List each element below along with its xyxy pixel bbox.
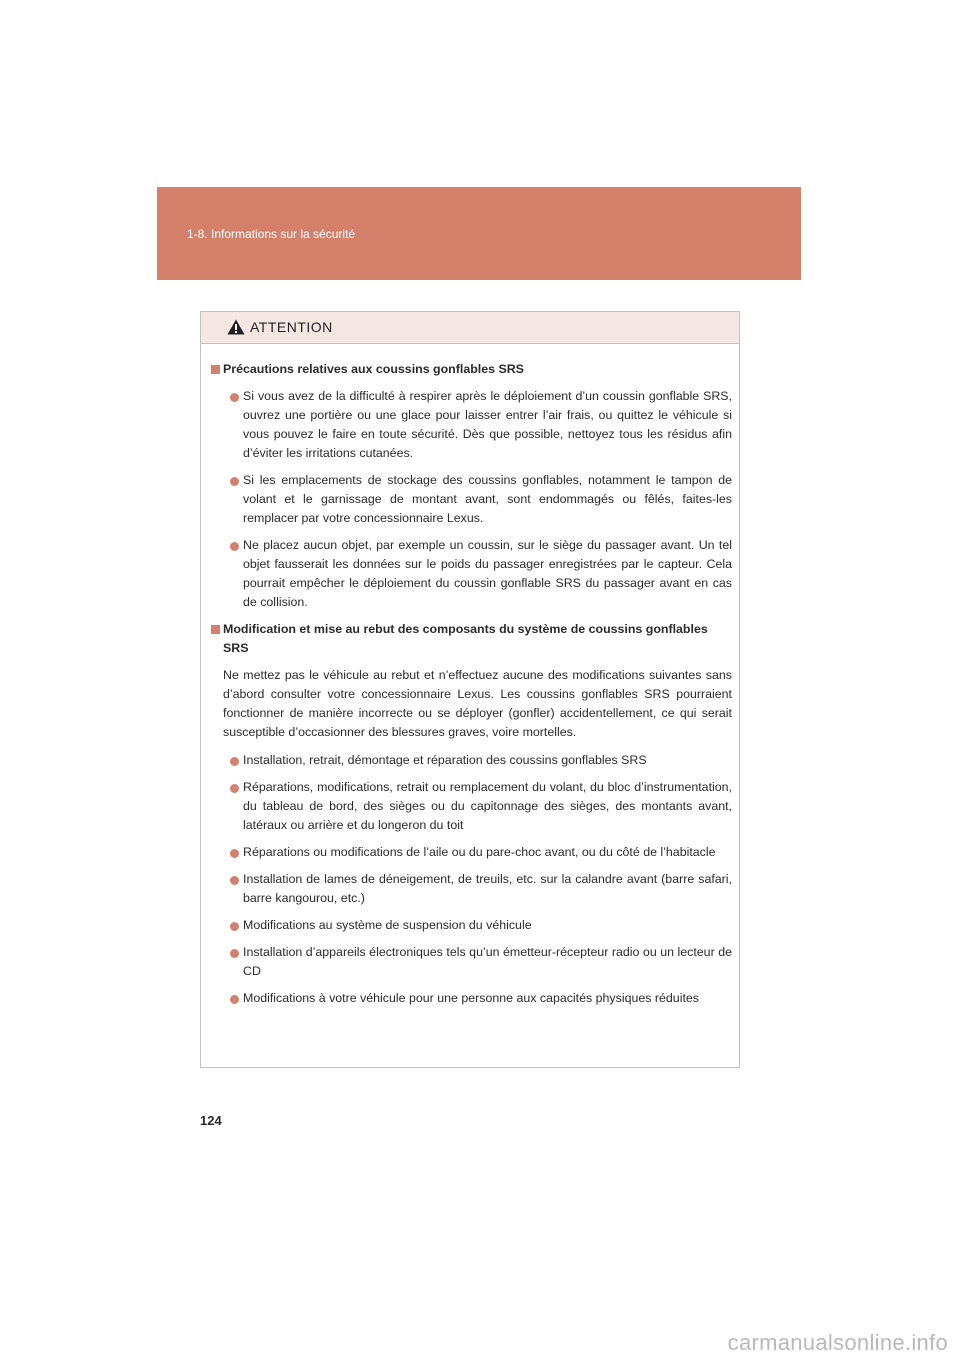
round-bullet-icon	[230, 393, 239, 402]
round-bullet-icon	[230, 995, 239, 1004]
list-item: Modifications à votre véhicule pour une personne aux capacités physiques réduites	[211, 989, 732, 1008]
round-bullet-icon	[230, 922, 239, 931]
attention-header	[201, 312, 739, 344]
list-item: Installation d’appareils électroniques tels qu’un émetteur-récepteur radio ou un lecteur de CD	[211, 943, 732, 981]
round-bullet-icon	[230, 784, 239, 793]
square-bullet-icon	[211, 625, 220, 634]
list-item: Si vous avez de la difficulté à respirer après le déploiement d’un coussin gonflable SRS, ouvrez une portière ou une glace pour laisser entrer l’air frais, ou quittez le véhicule si vous pouvez le faire en toute sécurité. Dès que possible, nettoyez tous les résidus afin d’éviter les irritations cutanées.	[211, 387, 732, 463]
list-item: Réparations ou modifications de l’aile ou du pare-choc avant, ou du côté de l’habitacle	[211, 843, 732, 862]
list-item: Ne placez aucun objet, par exemple un coussin, sur le siège du passager avant. Un tel objet fausserait les données sur le poids du passager enregistrées par le capteur. Cela pourrait empêcher le déploiement du coussin gonflable SRS du passager avant en cas de collision.	[211, 536, 732, 612]
section-title: 1-8. Informations sur la sécurité	[187, 227, 356, 241]
list-item: Réparations, modifications, retrait ou remplacement du volant, du bloc d’instrumentation, du tableau de bord, des sièges ou du capitonnage des sièges, des montants avant, latéraux ou arrière et du longeron du toit	[211, 778, 732, 835]
section-heading: Précautions relatives aux coussins gonflables SRS	[211, 360, 732, 379]
watermark: carmanualsonline.info	[727, 1330, 948, 1355]
attention-label: ATTENTION	[250, 319, 333, 335]
round-bullet-icon	[230, 477, 239, 486]
warning-triangle-icon	[227, 319, 245, 335]
round-bullet-icon	[230, 949, 239, 958]
section-heading: Modification et mise au rebut des composants du système de coussins gonflables SRS	[211, 620, 732, 658]
round-bullet-icon	[230, 542, 239, 551]
section-header-band	[157, 187, 801, 280]
round-bullet-icon	[230, 757, 239, 766]
list-item: Installation de lames de déneigement, de treuils, etc. sur la calandre avant (barre safari, barre kangourou, etc.)	[211, 870, 732, 908]
attention-body	[201, 344, 739, 1008]
round-bullet-icon	[230, 849, 239, 858]
list-item: Si les emplacements de stockage des coussins gonflables, notamment le tampon de volant et le garnissage de montant avant, sont endommagés ou fêlés, faites-les remplacer par votre concessionnaire Lexus.	[211, 471, 732, 528]
list-item: Modifications au système de suspension du véhicule	[211, 916, 732, 935]
square-bullet-icon	[211, 365, 220, 374]
list-item: Installation, retrait, démontage et réparation des coussins gonflables SRS	[211, 751, 732, 770]
attention-box	[200, 311, 740, 1068]
page-number: 124	[200, 1113, 222, 1128]
round-bullet-icon	[230, 876, 239, 885]
paragraph: Ne mettez pas le véhicule au rebut et n’effectuez aucune des modifications suivantes sans d’abord consulter votre concessionnaire Lexus. Les coussins gonflables SRS pourraient fonctionner de manière incorrecte ou se déployer (gonfler) accidentellement, ce qui serait susceptible d’occasionner des blessures graves, voire mortelles.	[223, 668, 732, 739]
